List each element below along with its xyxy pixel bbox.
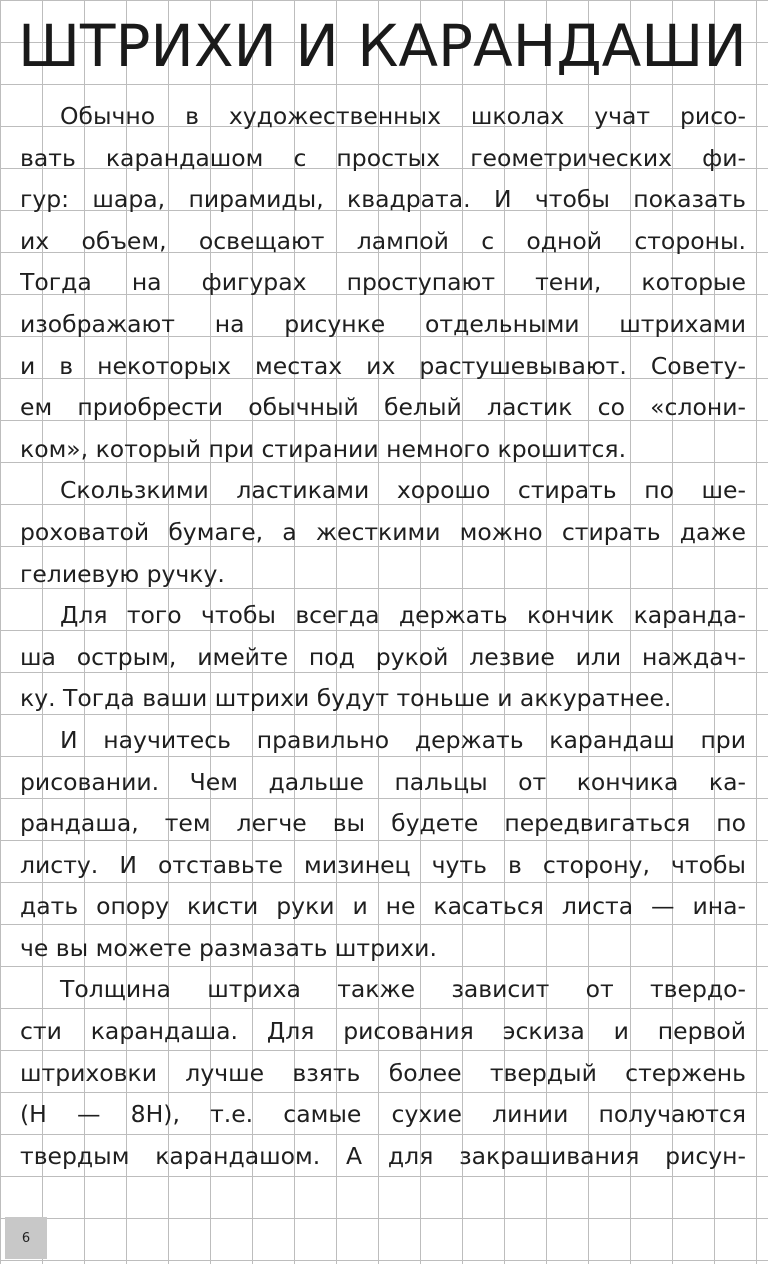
text-line: сти карандаша. Для рисования эскиза и первой: [20, 1017, 746, 1046]
text-line: ем приобрести обычный белый ластик со «слони-: [20, 393, 746, 422]
paragraph: [20, 470, 746, 595]
text-line: их объем, освещают лампой с одной стороны.: [20, 226, 746, 255]
text-line: рандаша, тем легче вы будете передвигаться по: [20, 809, 746, 838]
text-line: рисовании. Чем дальше пальцы от кончика ка-: [20, 767, 746, 796]
text-line: ша острым, имейте под рукой лезвие или наждач-: [20, 642, 746, 671]
text-line: листу. И отставьте мизинец чуть в сторону, чтобы: [20, 850, 746, 879]
paragraph: [20, 595, 746, 720]
text-line: Тогда на фигурах проступают тени, которые: [20, 268, 746, 297]
page-number: 6: [21, 1230, 31, 1246]
text-line: Толщина штриха также зависит от твердо-: [60, 975, 746, 1004]
text-line: ку. Тогда ваши штрихи будут тоньше и аккуратнее.: [20, 684, 672, 713]
text-line: гелиевую ручку.: [20, 559, 225, 588]
paragraph: [20, 720, 746, 970]
page-number-box: [5, 1217, 47, 1259]
text-line: гур: шара, пирамиды, квадрата. И чтобы показать: [20, 185, 746, 214]
text-line: роховатой бумаге, а жесткими можно стирать даже: [20, 517, 746, 546]
text-line: и в некоторых местах их растушевывают. Совету-: [20, 351, 746, 380]
text-line: изображают на рисунке отдельными штрихами: [20, 309, 746, 338]
text-line: И научитесь правильно держать карандаш при: [60, 725, 746, 754]
text-line: штриховки лучше взять более твердый стержень: [20, 1058, 746, 1087]
text-line: ком», который при стирании немного крошится.: [20, 434, 627, 463]
text-line: Для того чтобы всегда держать кончик каранда-: [60, 601, 746, 630]
text-line: (Н — 8Н), т.е. самые сухие линии получаются: [20, 1100, 746, 1129]
page-title: ШТРИХИ И КАРАНДАШИ: [18, 12, 747, 80]
text-line: Скользкими ластиками хорошо стирать по ше-: [60, 476, 746, 505]
text-line: че вы можете размазать штрихи.: [20, 933, 437, 962]
text-line: дать опору кисти руки и не касаться листа — ина-: [20, 892, 746, 921]
body-text: [20, 96, 746, 1177]
text-line: Обычно в художественных школах учат рисо-: [60, 102, 746, 130]
text-line: твердым карандашом. А для закрашивания рисун-: [20, 1141, 746, 1170]
paragraph: [20, 96, 746, 470]
text-line: вать карандашом с простых геометрических фи-: [20, 143, 746, 172]
paragraph: [20, 969, 746, 1177]
